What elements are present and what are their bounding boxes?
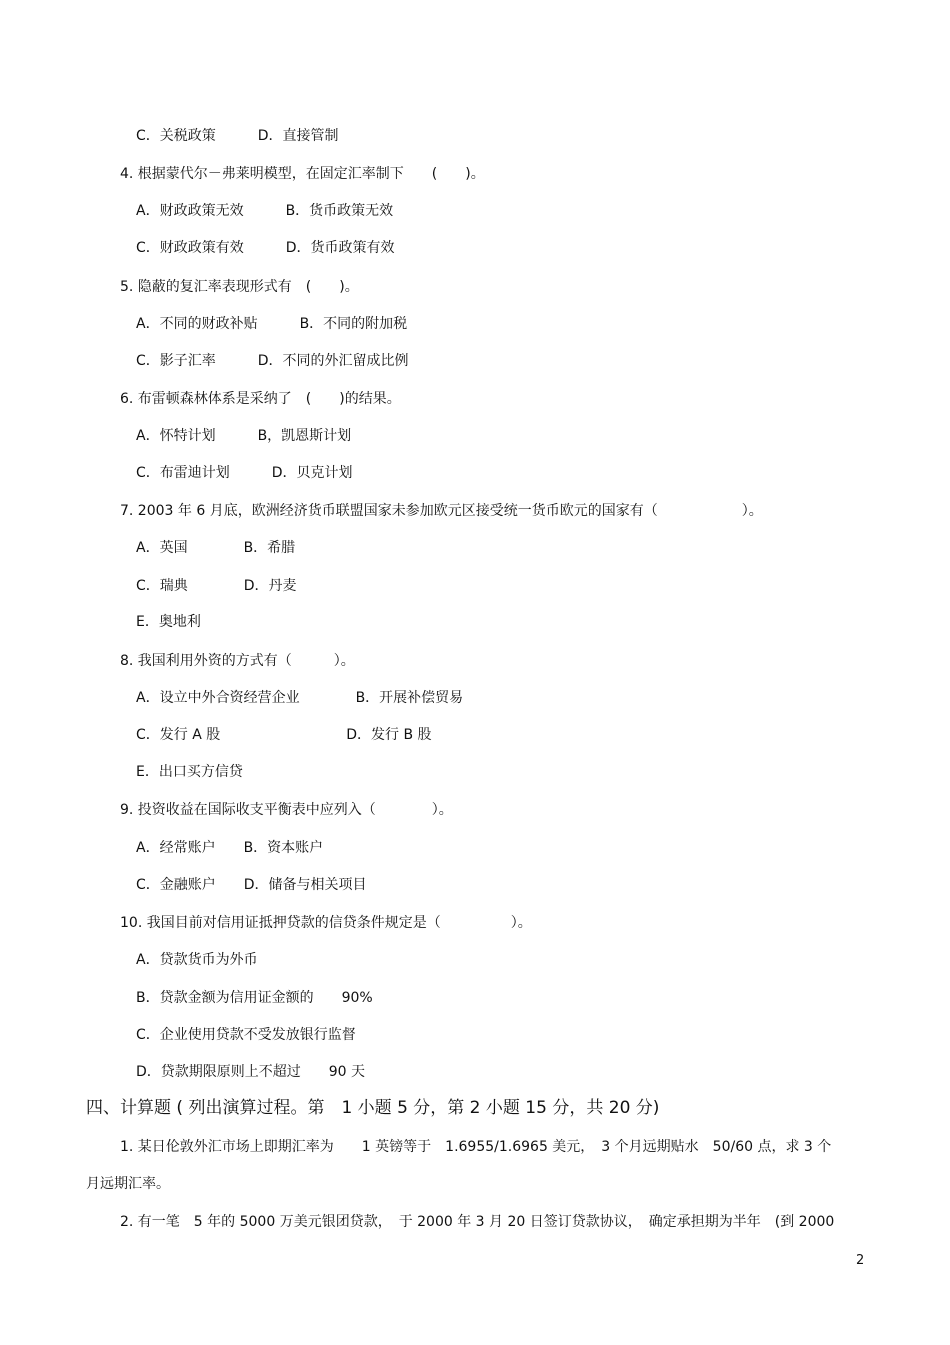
question-4: 4. 根据蒙代尔－弗莱明模型，在固定汇率制下 ( )。 xyxy=(120,166,485,182)
option-q5-a-b: A．不同的财政补贴 B．不同的附加税 xyxy=(136,316,408,332)
option-q5-c-d: C．影子汇率 D．不同的外汇留成比例 xyxy=(136,353,409,369)
option-q6-a-b: A．怀特计划 B，凯恩斯计划 xyxy=(136,428,352,444)
question-9: 9. 投资收益在国际收支平衡表中应列入（ ）。 xyxy=(120,802,453,818)
option-q7-e: E．奥地利 xyxy=(136,614,201,630)
question-7: 7. 2003 年 6 月底，欧洲经济货币联盟国家未参加欧元区接受统一货币欧元的国家有（ ）。 xyxy=(120,503,763,519)
question-6: 6. 布雷顿森林体系是采纳了 ( )的结果。 xyxy=(120,391,401,407)
option-q4-c-d: C．财政政策有效 D．货币政策有效 xyxy=(136,240,395,256)
option-q8-e: E．出口买方信贷 xyxy=(136,764,243,780)
option-q7-c-d: C．瑞典 D．丹麦 xyxy=(136,578,297,594)
question-10: 10. 我国目前对信用证抵押贷款的信贷条件规定是（ ）。 xyxy=(120,915,532,931)
option-q10-d: D．贷款期限原则上不超过 90 天 xyxy=(136,1064,366,1080)
option-q6-c-d: C．布雷迪计划 D．贝克计划 xyxy=(136,465,353,481)
calc-question-1: 1. 某日伦敦外汇市场上即期汇率为 1 英镑等于 1.6955/1.6965 美元， 3 个月远期贴水 50/60 点，求 3 个 xyxy=(120,1139,832,1155)
option-q10-b: B．贷款金额为信用证金额的 90% xyxy=(136,990,373,1006)
option-q3-c-d: C．关税政策 D．直接管制 xyxy=(136,128,339,144)
option-q8-a-b: A．设立中外合资经营企业 B．开展补偿贸易 xyxy=(136,690,464,706)
option-q10-a: A．贷款货币为外币 xyxy=(136,952,258,968)
option-q10-c: C．企业使用贷款不受发放银行监督 xyxy=(136,1027,356,1043)
calc-question-2: 2. 有一笔 5 年的 5000 万美元银团贷款， 于 2000 年 3 月 20 日签订贷款协议， 确定承担期为半年 (到 2000 xyxy=(120,1214,835,1230)
question-8: 8. 我国利用外资的方式有（ ）。 xyxy=(120,653,355,669)
section-heading: 四、计算题 ( 列出演算过程。第 1 小题 5 分，第 2 小题 15 分，共 20 分) xyxy=(86,1098,660,1118)
question-5: 5. 隐蔽的复汇率表现形式有 ( )。 xyxy=(120,279,359,295)
option-q4-a-b: A．财政政策无效 B．货币政策无效 xyxy=(136,203,394,219)
option-q7-a-b: A．英国 B．希腊 xyxy=(136,540,296,556)
calc-question-1-cont: 月远期汇率。 xyxy=(86,1176,170,1192)
option-q9-c-d: C．金融账户 D．储备与相关项目 xyxy=(136,877,367,893)
option-q8-c-d: C．发行 A 股 D．发行 B 股 xyxy=(136,727,432,743)
option-q9-a-b: A．经常账户 B．资本账户 xyxy=(136,840,324,856)
page-number: 2 xyxy=(856,1253,865,1268)
